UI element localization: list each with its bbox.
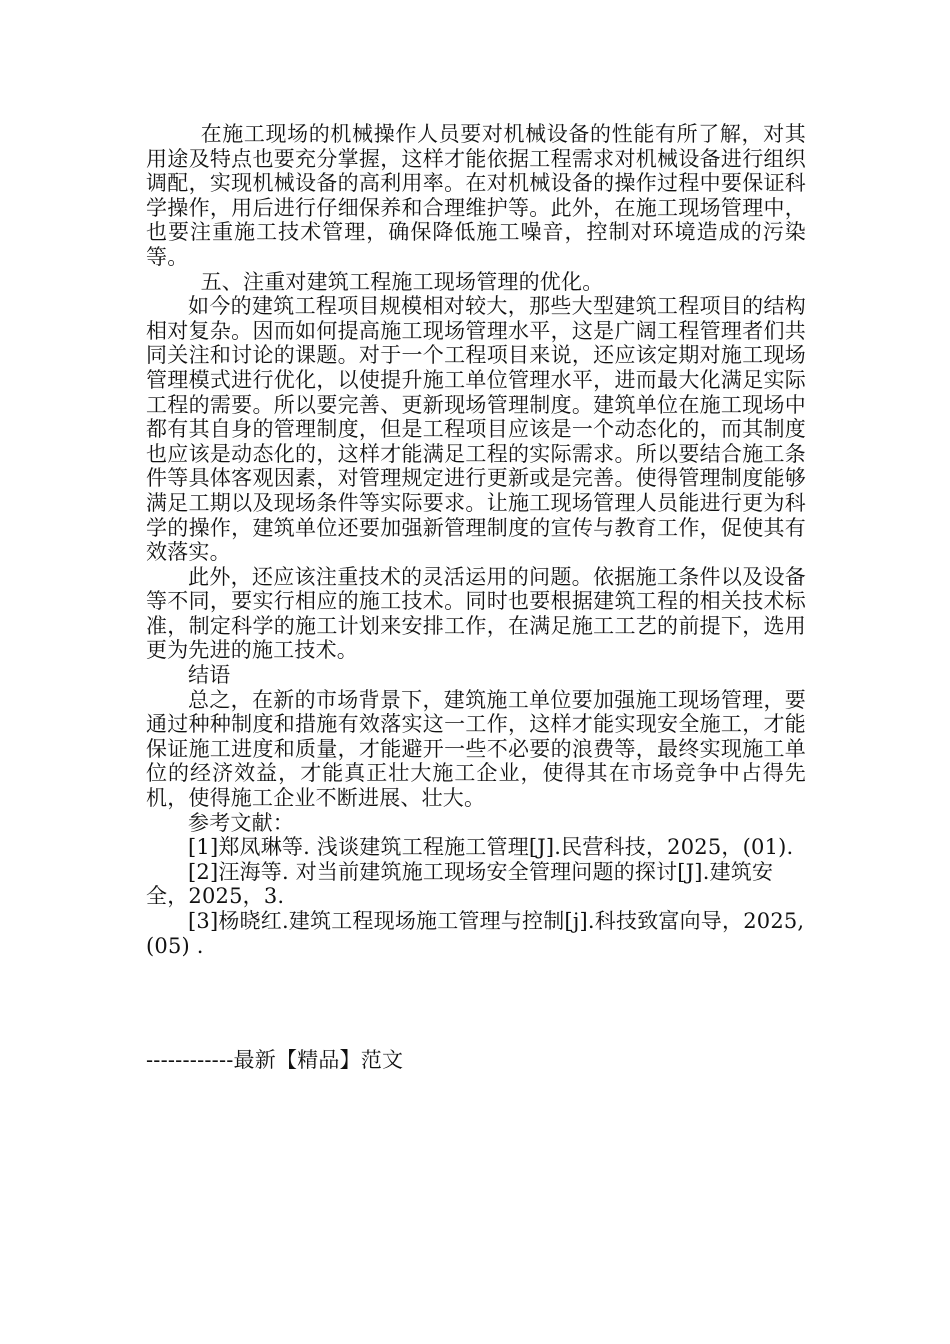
reference-item: [3]杨晓红.建筑工程现场施工管理与控制[j].科技致富向导，2025,(05) . [146,909,805,958]
paragraph-machinery: 在施工现场的机械操作人员要对机械设备的性能有所了解，对其用途及特点也要充分掌握，这样才能依据工程需求对机械设备进行组织调配，实现机械设备的高利用率。在对机械设备的操作过程中要保证科学操作，用后进行仔细保养和合理维护等。此外，在施工现场管理中，也要注重施工技术管理，确保降低施工噪音，控制对环境造成的污染等。 [146,122,806,269]
paragraph-optimization: 如今的建筑工程项目规模相对较大，那些大型建筑工程项目的结构相对复杂。因而如何提高施工现场管理水平，这是广阔工程管理者们共同关注和讨论的课题。对于一个工程项目来说，还应该定期对施工现场管理模式进行优化，以使提升施工单位管理水平，进而最大化满足实际工程的需要。所以要完善、更新现场管理制度。建筑单位在施工现场中都有其自身的管理制度，但是工程项目应该是一个动态化的，而其制度也应该是动态化的，这样才能满足工程的实际需求。所以要结合施工条件等具体客观因素，对管理规定进行更新或是完善。使得管理制度能够满足工期以及现场条件等实际要求。让施工现场管理人员能进行更为科学的操作，建筑单位还要加强新管理制度的宣传与教育工作，促使其有效落实。 [146,294,806,565]
references-heading: 参考文献： [188,810,294,835]
page-footer: ------------最新【精品】范文 [146,1048,404,1072]
reference-item: [2]汪海等. 对当前建筑施工现场安全管理问题的探讨[J].建筑安全，2025，3. [146,859,774,909]
conclusion-heading: 结语 [188,663,231,688]
section-heading-5: 五、注重对建筑工程施工现场管理的优化。 [200,269,604,294]
reference-item: [1]郑凤琳等. 浅谈建筑工程施工管理[J].民营科技，2025，(01). [188,835,794,860]
paragraph-conclusion: 总之，在新的市场背景下，建筑施工单位要加强施工现场管理，要通过种种制度和措施有效落实这一工作，这样才能实现安全施工，才能保证施工进度和质量，才能避开一些不必要的浪费等，最终实现施工单位的经济效益，才能真正壮大施工企业，使得其在市场竞争中占得先机，使得施工企业不断进展、壮大。 [146,687,806,811]
paragraph-technology: 此外，还应该注重技术的灵活运用的问题。依据施工条件以及设备等不同，要实行相应的施工技术。同时也要根据建筑工程的相关技术标准，制定科学的施工计划来安排工作，在满足施工工艺的前提下，选用更为先进的施工技术。 [146,564,806,663]
document-body [146,122,806,958]
